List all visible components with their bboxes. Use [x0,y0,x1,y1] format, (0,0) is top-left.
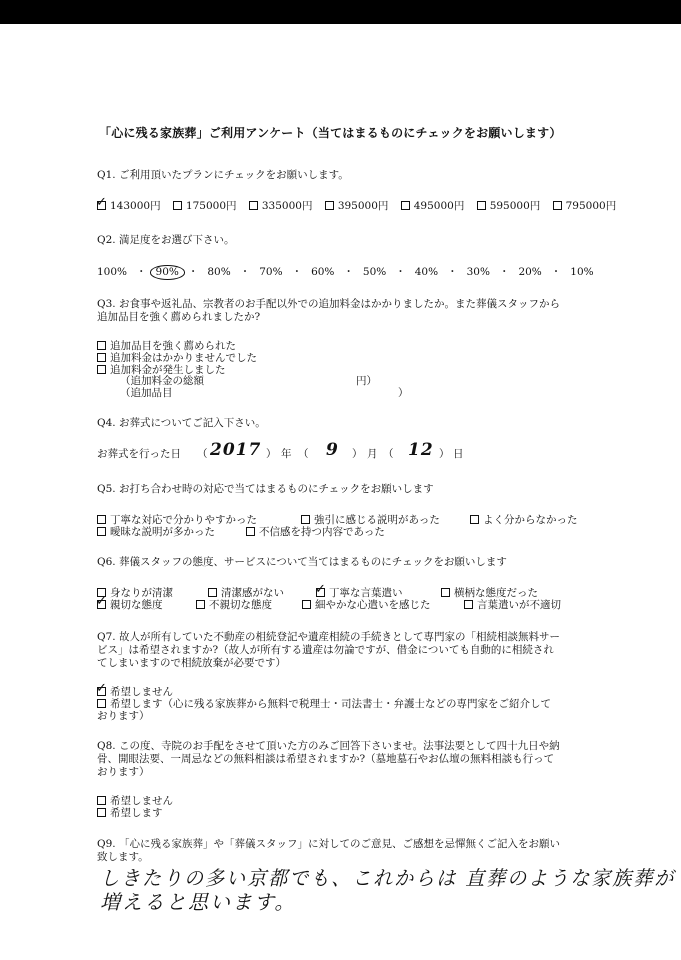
checkmark-icon: ✓ [96,680,107,696]
plan-option[interactable]: ✓ 143000円 [96,194,161,212]
checkbox[interactable] [97,341,106,350]
q1-label: Q1. ご利用頂いたプランにチェックをお願いします。 [97,169,349,181]
q3-label-line2: 追加品目を強く薦められましたか? [97,311,261,323]
checkbox[interactable] [97,808,106,817]
q9-label-line1: Q9. 「心に残る家族葬」や「葬儀スタッフ」に対してのご意見、ご感想を忌憚無くご記入をお願い [97,838,560,850]
additional-fee-total-suffix: 円） [356,375,377,387]
scale-option[interactable]: 20% [518,266,542,278]
checkbox[interactable] [464,600,473,609]
q6-option[interactable]: 身なりが清潔 [97,588,173,599]
scan-top-border [0,0,681,24]
plan-option[interactable]: 175000円 [173,200,237,212]
q5-option[interactable]: 曖昧な説明が多かった [97,527,215,538]
q3-label-line1: Q3. お食事や返礼品、宗教者のお手配以外での追加料金はかかりましたか。また葬儀スタッフから [97,298,560,310]
checkbox[interactable] [97,353,106,362]
q9-answer-line1[interactable]: しきたりの多い京都でも、これからは 直葬のような家族葬が [100,866,676,890]
plan-option[interactable]: 335000円 [249,200,313,212]
q8-label-line3: おります） [97,766,150,778]
day-unit: 日 [453,448,464,460]
checkbox-checked[interactable] [96,593,107,609]
q6-option[interactable]: 不親切な態度 [196,600,272,611]
checkbox[interactable] [196,600,205,609]
checkbox-checked[interactable] [96,680,107,696]
q1-plan-row [96,194,617,212]
checkbox[interactable] [477,201,486,210]
q3-option[interactable]: 追加料金はかかりませんでした [97,353,257,364]
q7-option-continued: おります） [97,710,150,722]
additional-items-label: （追加品目 [120,387,173,399]
q4-label: Q4. お葬式についてご記入下さい。 [97,417,266,429]
q3-option[interactable]: 追加品目を強く薦められた [97,341,236,352]
plan-option[interactable]: 395000円 [325,200,389,212]
checkbox[interactable] [246,527,255,536]
scale-option[interactable]: 70% [259,266,283,278]
q6-option[interactable]: 細やかな心遣いを感じた [302,600,431,611]
q7-label-line1: Q7. 故人が所有していた不動産の相続登記や遺産相続の手続きとして専門家の「相続相談無料サー [97,631,560,643]
q5-option[interactable]: 不信感を持つ内容であった [246,527,385,538]
plan-option[interactable]: 495000円 [401,200,465,212]
q5-option[interactable]: よく分からなかった [470,515,578,526]
checkbox[interactable] [173,201,182,210]
q6-label: Q6. 葬儀スタッフの態度、サービスについて当てはまるものにチェックをお願いします [97,556,507,568]
checkmark-icon: ✓ [315,581,326,597]
q2-label: Q2. 満足度をお選び下さい。 [97,234,235,246]
checkbox[interactable] [401,201,410,210]
checkbox[interactable] [249,201,258,210]
plan-option[interactable]: 795000円 [553,200,617,212]
q6-option[interactable]: ✓ 親切な態度 [96,593,163,611]
checkbox-checked[interactable] [315,581,326,597]
funeral-month-input[interactable]: 9 [326,440,339,460]
scale-option[interactable]: 50% [362,266,387,278]
checkbox[interactable] [97,796,106,805]
checkbox-checked[interactable] [96,194,107,210]
month-unit: 月 [367,448,378,460]
checkbox[interactable] [97,699,106,708]
checkbox[interactable] [553,201,562,210]
scale-option[interactable]: 60% [311,266,335,278]
additional-items-suffix: ） [398,387,409,399]
q9-label-line2: 致します。 [97,851,149,863]
q9-answer-line2[interactable]: 増えると思います。 [100,890,297,914]
scale-option[interactable]: 30% [466,266,490,278]
q7-option[interactable]: 希望します（心に残る家族葬から無料で税理士・司法書士・弁護士などの専門家をご紹介して [97,699,551,710]
year-unit: 年 [281,448,292,460]
q8-label-line2: 骨、開眼法要、一周忌などの無料相談は希望されますか?（墓地墓石やお仏壇の無料相談も行って [97,753,555,765]
plan-option[interactable]: 595000円 [477,200,541,212]
q6-option[interactable]: 清潔感がない [208,588,284,599]
checkbox[interactable] [301,515,310,524]
q6-option[interactable]: ✓ 丁寧な言葉遣い [315,581,403,599]
q5-option[interactable]: 強引に感じる説明があった [301,515,440,526]
page-title: 「心に残る家族葬」ご利用アンケート（当てはまるものにチェックをお願いします） [99,126,562,140]
scale-option[interactable]: 10% [570,266,594,278]
checkmark-icon: ✓ [96,593,107,609]
q8-option[interactable]: 希望しません [97,796,173,807]
q7-label-line3: てしまいますので相続放棄が必要です） [97,657,286,669]
checkmark-icon: ✓ [96,194,107,210]
scale-option[interactable]: 100% [97,266,128,278]
checkbox[interactable] [208,588,217,597]
q6-option[interactable]: 横柄な態度だった [441,588,538,599]
q7-option[interactable]: ✓ 希望しません [96,680,173,698]
checkbox[interactable] [97,527,106,536]
q8-option[interactable]: 希望します [97,808,163,819]
checkbox[interactable] [325,201,334,210]
q5-option[interactable]: 丁寧な対応で分かりやすかった [97,515,257,526]
checkbox[interactable] [302,600,311,609]
q5-label: Q5. お打ち合わせ時の対応で当てはまるものにチェックをお願いします [97,483,434,495]
scale-option[interactable]: 40% [414,266,439,278]
funeral-year-input[interactable]: 2017 [210,440,262,460]
checkbox[interactable] [470,515,479,524]
scale-option-selected[interactable]: 90% [150,265,185,280]
scale-option[interactable]: 80% [207,266,231,278]
checkbox[interactable] [97,365,106,374]
q6-option[interactable]: 言葉遣いが不適切 [464,600,561,611]
satisfaction-scale: 100% ・ 90% ・ 80% ・ 70% ・ 60% ・ 50% ・ 40% ・ 30% ・ 20% ・ 10% [97,266,594,278]
q8-label-line1: Q8. この度、寺院のお手配をさせて頂いた方のみご回答下さいませ。法事法要として四十九日や納 [97,740,560,752]
funeral-date-label: お葬式を行った日 [97,448,181,460]
checkbox[interactable] [441,588,450,597]
checkbox[interactable] [97,515,106,524]
additional-fee-total-label: （追加料金の総額 [120,375,204,387]
q7-label-line2: ビス」は希望されますか?（故人が所有する遺産は勿論ですが、借金についても自動的に相続され [97,644,554,656]
funeral-day-input[interactable]: 12 [408,440,434,460]
q3-option[interactable]: 追加料金が発生しました [97,365,226,376]
